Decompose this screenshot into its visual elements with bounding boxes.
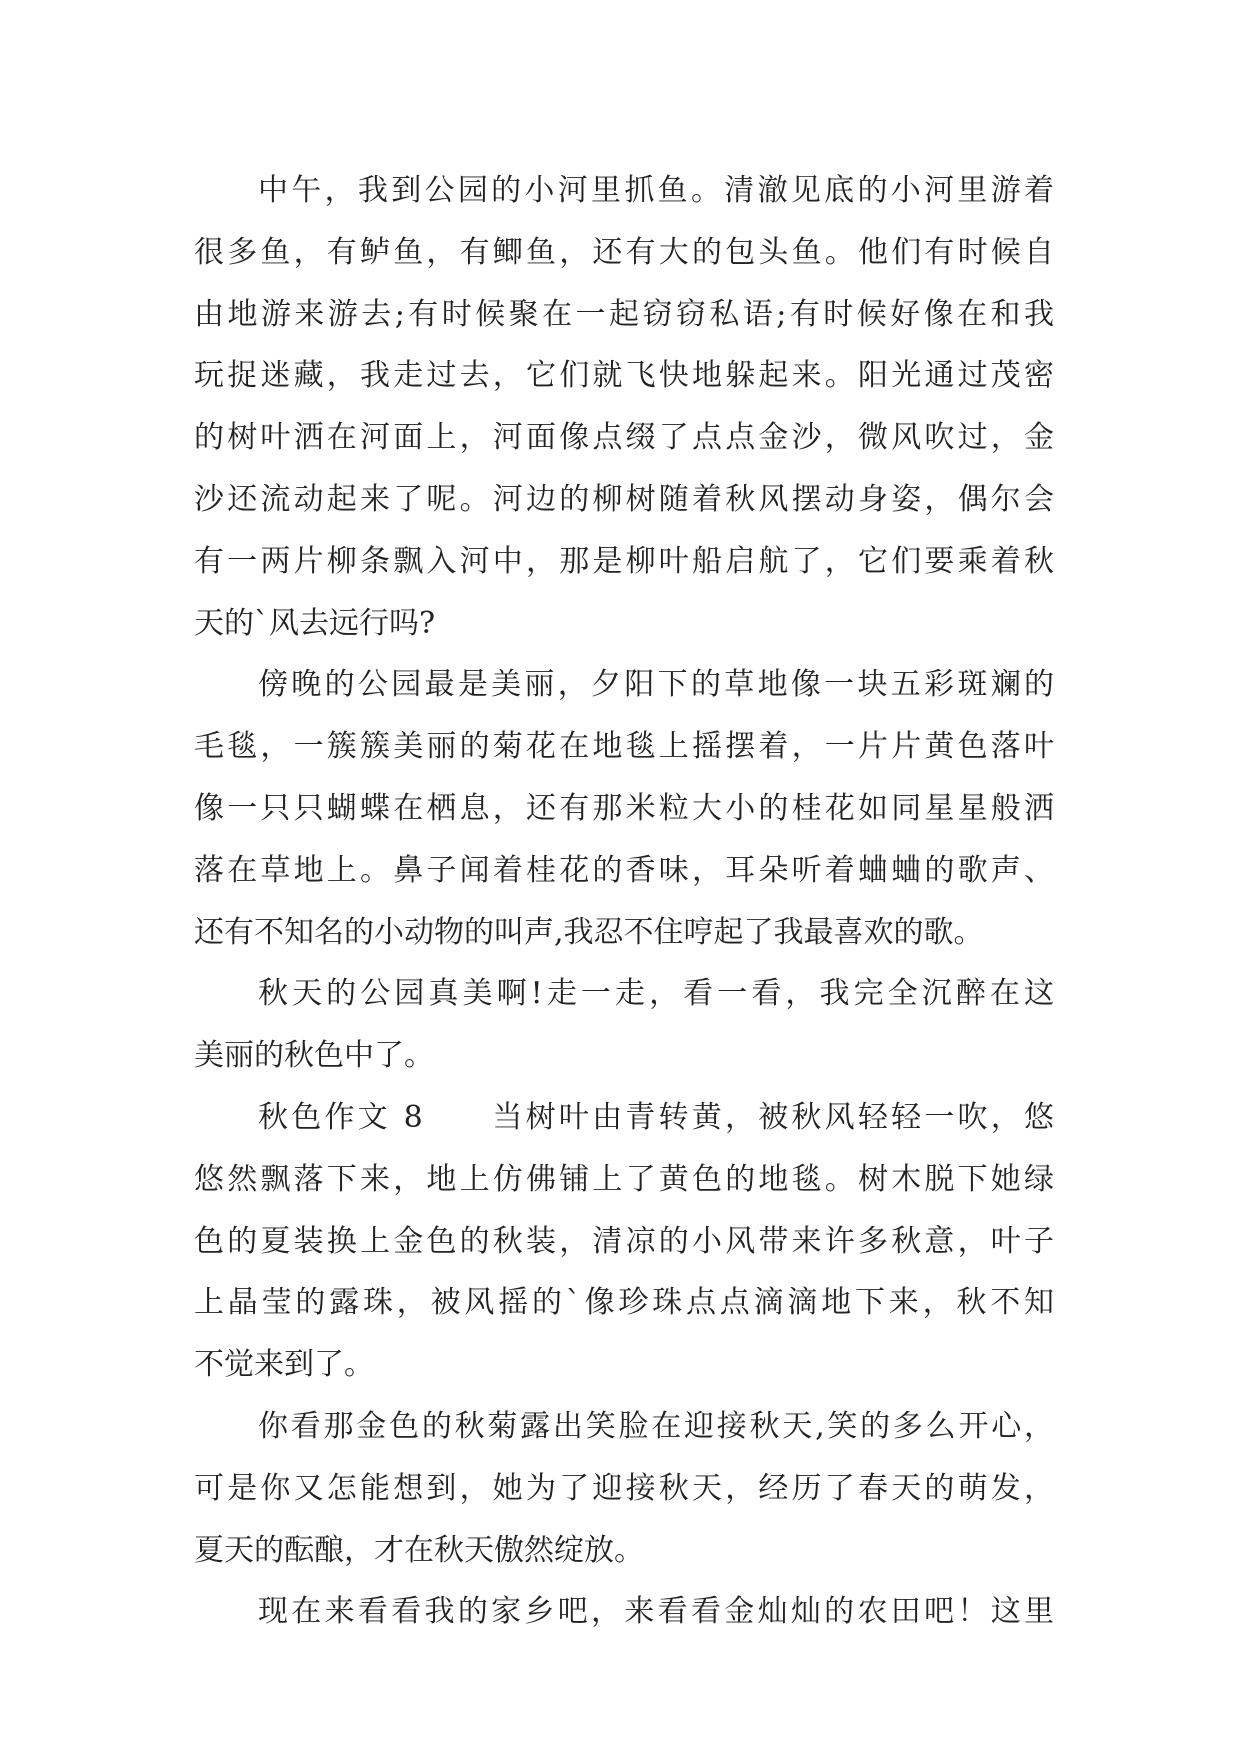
text-line: 落在草地上。鼻子闻着桂花的香味，耳朵听着蛐蛐的歌声、 xyxy=(194,852,1054,888)
text-line: 的树叶洒在河面上，河面像点缀了点点金沙，微风吹过，金 xyxy=(194,420,1054,456)
text-line: 现在来看看我的家乡吧，来看看金灿灿的农田吧！这里 xyxy=(258,1594,1054,1630)
document-body xyxy=(194,160,1054,1643)
text-line: 不觉来到了。 xyxy=(194,1347,374,1383)
text-line: 像一只只蝴蝶在栖息，还有那米粒大小的桂花如同星星般洒 xyxy=(194,790,1054,826)
text-line: 有一两片柳条飘入河中，那是柳叶船启航了，它们要乘着秋 xyxy=(194,543,1054,579)
text-line: 中午，我到公园的小河里抓鱼。清澈见底的小河里游着 xyxy=(258,173,1054,208)
text-line: 还有不知名的小动物的叫声,我忍不住哼起了我最喜欢的歌。 xyxy=(194,914,984,950)
text-line: 上晶莹的露珠，被风摇的`像珍珠点点滴滴地下来，秋不知 xyxy=(194,1285,1054,1321)
text-line: 秋天的公园真美啊!走一走，看一看，我完全沉醉在这 xyxy=(258,976,1054,1012)
text-line: 玩捉迷藏，我走过去，它们就飞快地躲起来。阳光通过茂密 xyxy=(194,358,1054,394)
text-line: 很多鱼，有鲈鱼，有鲫鱼，还有大的包头鱼。他们有时候自 xyxy=(194,234,1054,270)
text-line: 毛毯，一簇簇美丽的菊花在地毯上摇摆着，一片片黄色落叶 xyxy=(194,729,1054,765)
text-line: 由地游来游去;有时候聚在一起窃窃私语;有时候好像在和我 xyxy=(194,296,1054,332)
text-line: 沙还流动起来了呢。河边的柳树随着秋风摆动身姿，偶尔会 xyxy=(194,481,1054,517)
text-line: 悠然飘落下来，地上仿佛铺上了黄色的地毯。树木脱下她绿 xyxy=(194,1161,1054,1197)
text-line: 天的`风去远行吗? xyxy=(194,605,436,641)
text-line: 色的夏装换上金色的秋装，清凉的小风带来许多秋意，叶子 xyxy=(194,1223,1054,1259)
text-line: 秋色作文 8 当树叶由青转黄，被秋风轻轻一吹，悠 xyxy=(258,1099,1054,1135)
text-line: 你看那金色的秋菊露出笑脸在迎接秋天,笑的多么开心， xyxy=(258,1408,1054,1444)
text-line: 美丽的秋色中了。 xyxy=(194,1038,434,1074)
text-line: 可是你又怎能想到，她为了迎接秋天，经历了春天的萌发， xyxy=(194,1470,1054,1506)
text-line: 夏天的酝酿，才在秋天傲然绽放。 xyxy=(194,1532,644,1568)
text-line: 傍晚的公园最是美丽，夕阳下的草地像一块五彩斑斓的 xyxy=(258,667,1054,703)
